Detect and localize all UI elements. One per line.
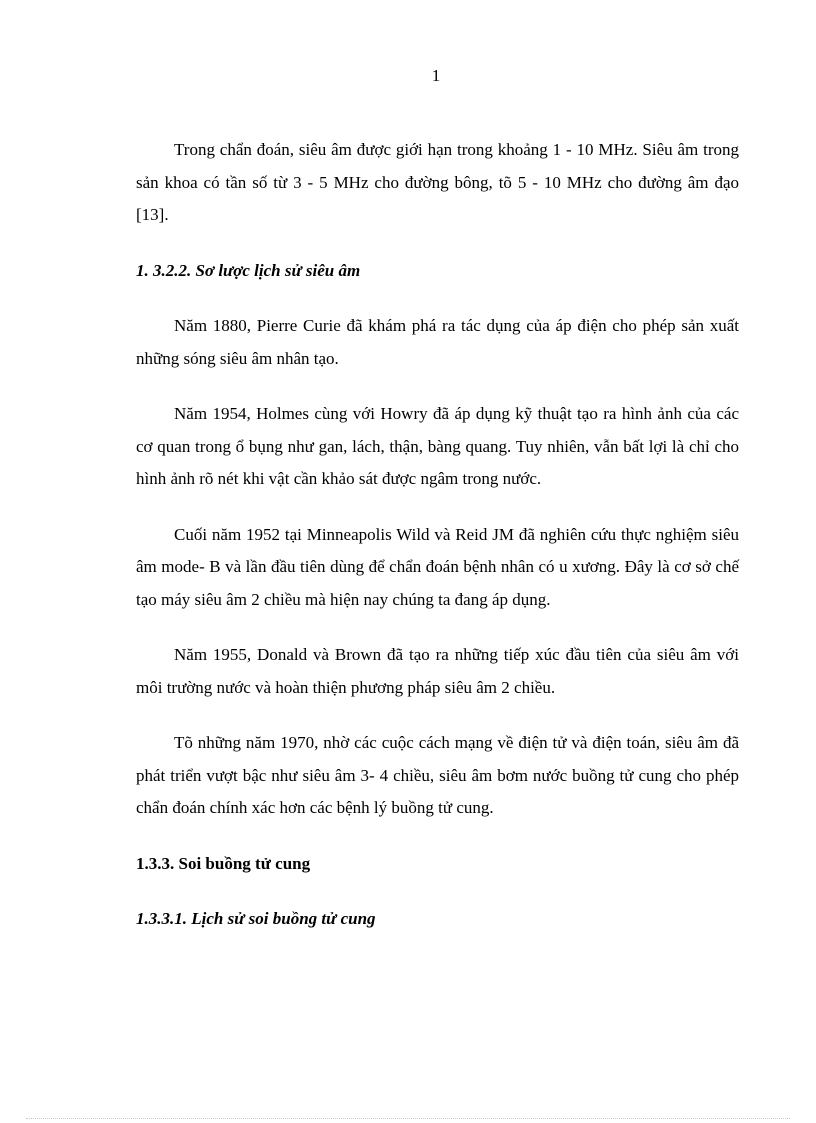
section-heading-hysteroscopy: 1.3.3. Soi buồng tử cung — [136, 853, 311, 873]
paragraph-wild-reid-1952: Cuối năm 1952 tại Minneapolis Wild và Reid JM đã nghiên cứu thực nghiệm siêu âm mode- B và lần đầu tiên dùng để chẩn đoán bệnh nhân có u xương. Đây là cơ sở chế tạo máy siêu âm 2 chiều mà hiện nay chúng ta đang áp dụng. — [136, 524, 739, 609]
paragraph-donald-brown-1955: Năm 1955, Donald và Brown đã tạo ra những tiếp xúc đầu tiên của siêu âm với môi trường nước và hoàn thiện phương pháp siêu âm 2 chiều. — [136, 645, 739, 697]
document-body — [136, 134, 739, 959]
paragraph-holmes-howry-1954: Năm 1954, Holmes cùng với Howry đã áp dụng kỹ thuật tạo ra hình ảnh của các cơ quan trong ổ bụng như gan, lách, thận, bàng quang. Tuy nhiên, vẫn bất lợi là chỉ cho hình ảnh rõ nét khi vật cần khảo sát được ngâm trong nước. — [136, 404, 739, 488]
subsection-heading-hysteroscopy-history: 1.3.3.1. Lịch sử soi buồng tử cung — [136, 909, 376, 928]
page-bottom-divider — [26, 1118, 790, 1119]
section-heading-ultrasound-history: 1. 3.2.2. Sơ lược lịch sử siêu âm — [136, 260, 361, 280]
paragraph-ultrasound-frequency: Trong chẩn đoán, siêu âm được giới hạn trong khoảng 1 - 10 MHz. Siêu âm trong sản khoa có tần số từ 3 - 5 MHz cho đường bông, tõ 5 - 10 MHz cho đường âm đạo [13]. — [136, 140, 739, 224]
paragraph-curie-1880: Năm 1880, Pierre Curie đã khám phá ra tác dụng của áp điện cho phép sản xuất những sóng siêu âm nhân tạo. — [136, 316, 739, 368]
page-number: 1 — [431, 66, 441, 85]
paragraph-1970s-advances: Tõ những năm 1970, nhờ các cuộc cách mạng về điện tử và điện toán, siêu âm đã phát triển vượt bậc như siêu âm 3- 4 chiều, siêu âm bơm nước buồng tử cung cho phép chẩn đoán chính xác hơn các bệnh lý buồng tử cung. — [136, 733, 739, 817]
